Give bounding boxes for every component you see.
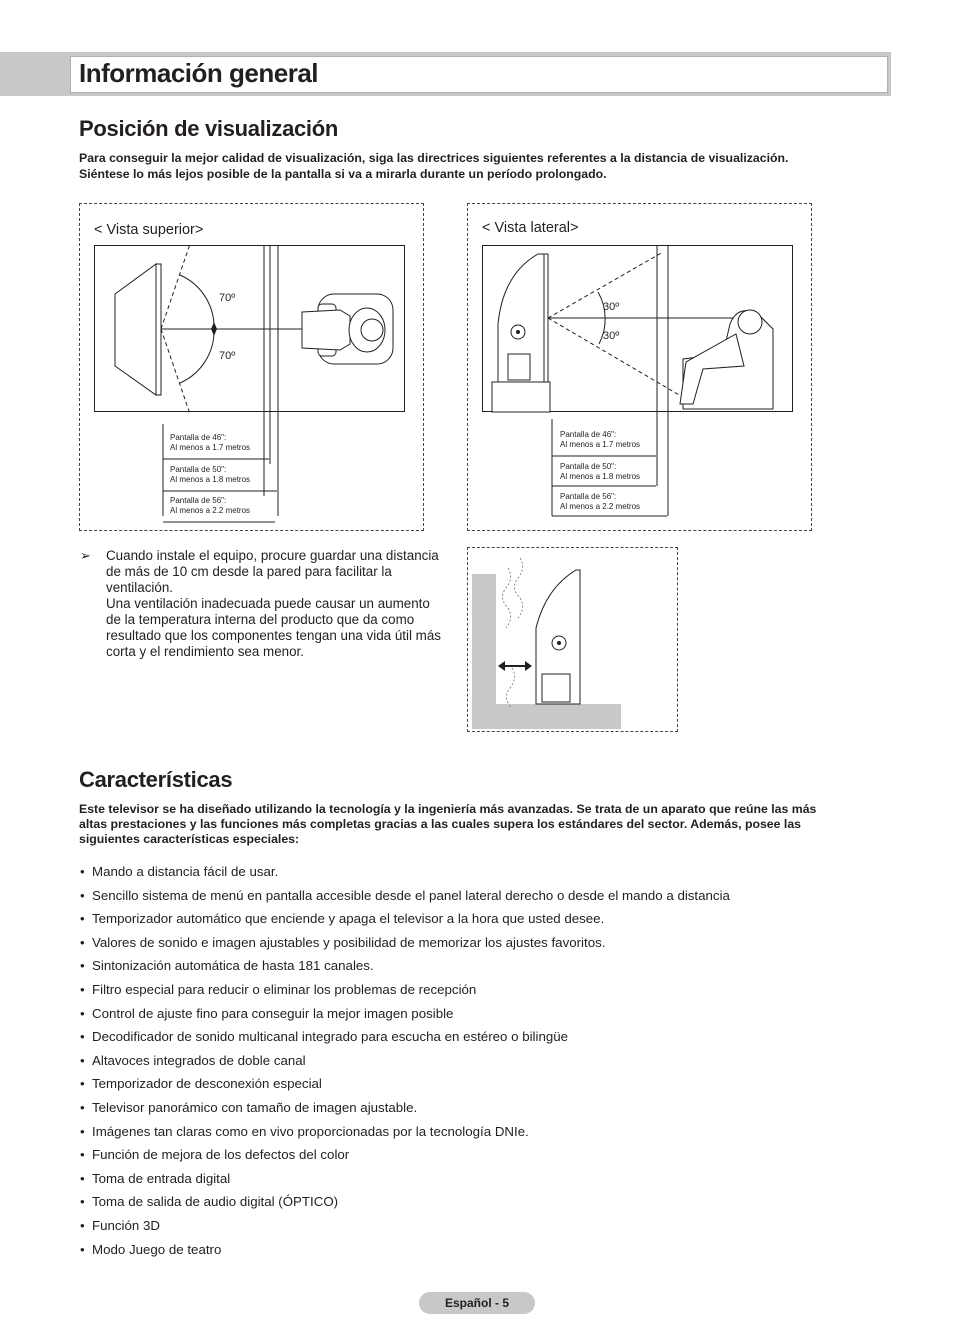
arrow-bullet-icon: ➢ [80, 548, 91, 563]
ventilation-note: Cuando instale el equipo, procure guardar una distancia de más de 10 cm desde la pared para facilitar la ventilación. Una ventilación inadecuada puede causar un aumento de la temperatura interna del producto que da como resultado que los componentes tengan una vida útil más corta y el rendimiento sea menor. [106, 548, 441, 659]
feature-item: • Temporizador de desconexión especial [80, 1076, 880, 1100]
features-heading: Características [79, 767, 233, 792]
feature-item: • Modo Juego de teatro [80, 1242, 880, 1266]
feature-item: • Decodificador de sonido multicanal integrado para escucha en estéreo o bilingüe [80, 1029, 880, 1053]
top-distance-56: Pantalla de 56": Al menos a 2.2 metros [170, 496, 251, 515]
feature-item: • Función 3D [80, 1218, 880, 1242]
page-number: Español - 5 [444, 1296, 509, 1310]
wall-clearance-diagram [468, 548, 676, 730]
side-view-label: < Vista lateral> [482, 220, 579, 236]
feature-item: • Temporizador automático que enciende y apaga el televisor a la hora que usted desee. [80, 911, 880, 935]
viewing-heading: Posición de visualización [79, 116, 339, 141]
feature-item: • Mando a distancia fácil de usar. [80, 864, 880, 888]
viewing-intro [79, 150, 899, 182]
feature-item: • Imágenes tan claras como en vivo proporcionadas por la tecnología DNIe. [80, 1124, 880, 1148]
feature-item: • Filtro especial para reducir o eliminar los problemas de recepción [80, 982, 880, 1006]
feature-item: • Altavoces integrados de doble canal [80, 1053, 880, 1077]
feature-item: • Valores de sonido e imagen ajustables y posibilidad de memorizar los ajustes favoritos. [80, 935, 880, 959]
top-view-diagram [80, 204, 422, 528]
top-distance-46: Pantalla de 46": Al menos a 1.7 metros [170, 433, 251, 452]
viewing-intro-line: Siéntese lo más lejos posible de la pantalla si va a mirarla durante un período prolongado. [79, 167, 607, 181]
top-angle-lower: 70º [219, 350, 236, 362]
side-angle-lower: 30º [603, 330, 620, 342]
features-intro: Este televisor se ha diseñado utilizando la tecnología y la ingeniería más avanzadas. Se trata de un aparato que reúne las más altas prestaciones y las funciones más completas gracias a las cuales supera los estándares del sector. Además, posee las siguientes características especiales: [79, 802, 817, 846]
side-distance-56: Pantalla de 56": Al menos a 2.2 metros [560, 492, 641, 511]
feature-item: • Control de ajuste fino para conseguir la mejor imagen posible [80, 1006, 880, 1030]
feature-item: • Toma de entrada digital [80, 1171, 880, 1195]
feature-item: • Televisor panorámico con tamaño de imagen ajustable. [80, 1100, 880, 1124]
feature-item: • Toma de salida de audio digital (ÓPTICO) [80, 1194, 880, 1218]
side-distance-50: Pantalla de 50": Al menos a 1.8 metros [560, 462, 641, 481]
side-angle-upper: 30º [603, 301, 620, 313]
top-distance-50: Pantalla de 50": Al menos a 1.8 metros [170, 465, 251, 484]
feature-item: • Función de mejora de los defectos del color [80, 1147, 880, 1171]
feature-item: • Sintonización automática de hasta 181 canales. [80, 958, 880, 982]
side-distance-46: Pantalla de 46": Al menos a 1.7 metros [560, 430, 641, 449]
viewing-intro-line: Para conseguir la mejor calidad de visualización, siga las directrices siguientes referentes a la distancia de visualización. [79, 151, 789, 165]
top-view-label: < Vista superior> [94, 222, 204, 238]
feature-item: • Sencillo sistema de menú en pantalla accesible desde el panel lateral derecho o desde el mando a distancia [80, 888, 880, 912]
features-list [80, 864, 880, 1265]
page-title: Información general [79, 58, 318, 88]
top-angle-upper: 70º [219, 292, 236, 304]
